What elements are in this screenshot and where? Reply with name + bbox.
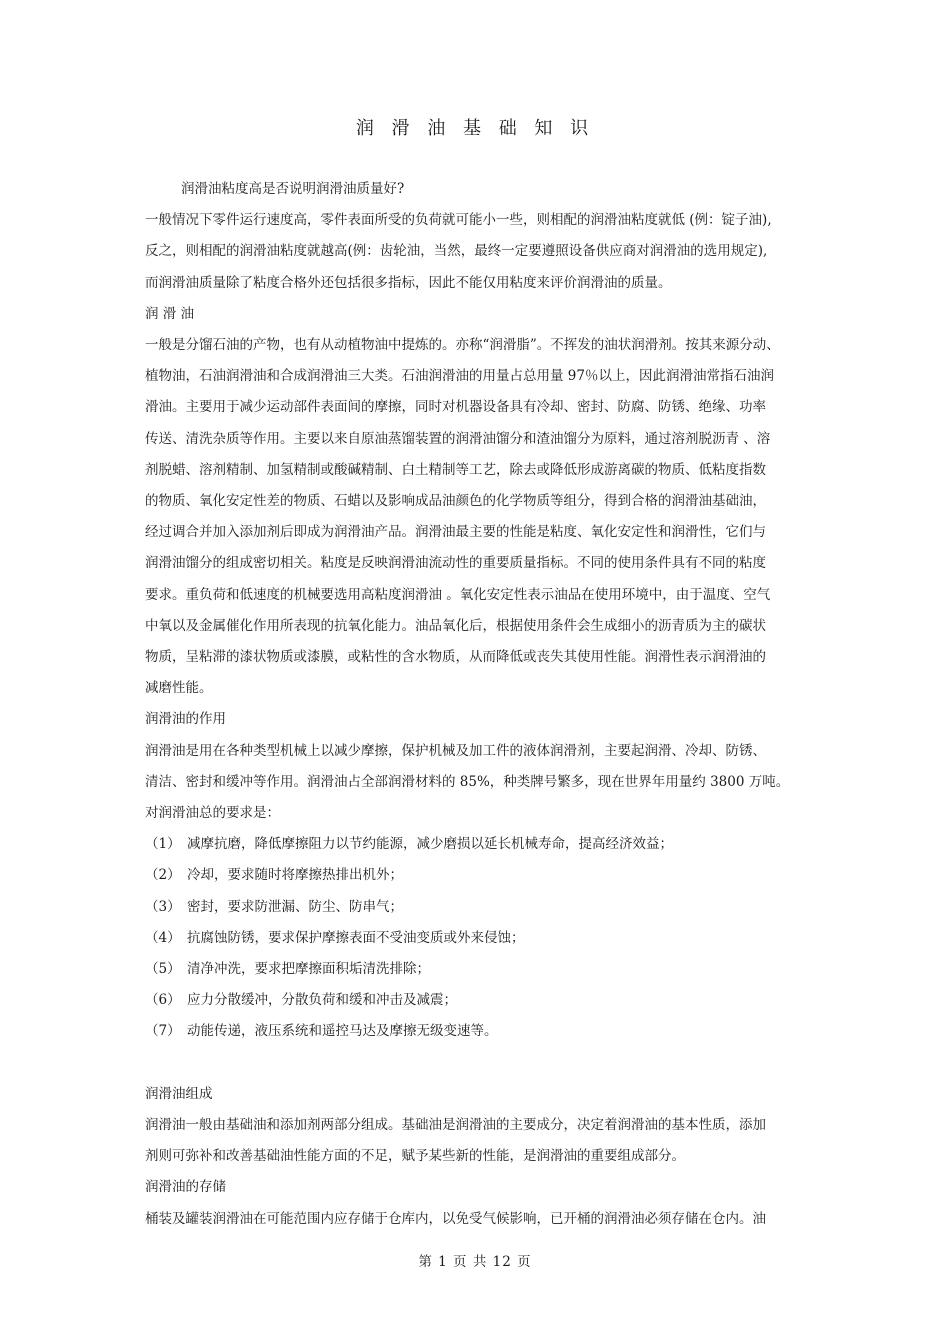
requirement-item [145,923,810,954]
requirement-item [145,985,810,1016]
requirement-number: （7） [145,1023,181,1040]
paragraph-line: 清洁、密封和缓冲等作用。润滑油占全部润滑材料的 85%，种类牌号繁多，现在世界年用量约 3800 万吨。 [145,773,790,790]
requirement-number: （6） [145,992,181,1009]
paragraph-line: 一般情况下零件运行速度高，零件表面所受的负荷就可能小一些，则相配的润滑油粘度就低 (例：锭子油), [145,212,772,229]
requirement-text: 清净冲洗，要求把摩擦面积垢清洗排除； [187,961,430,978]
paragraph-line: 物质，呈粘滞的漆状物质或漆膜，或粘性的含水物质，从而降低或丧失其使用性能。润滑性表示润滑油的 [145,649,766,666]
question-heading: 润滑油粘度高是否说明润滑油质量好? [181,181,405,197]
paragraph-line: 植物油，石油润滑油和合成润滑油三大类。石油润滑油的用量占总用量 97％以上，因此润滑油常指石油润 [145,368,774,385]
requirement-text: 动能传递，液压系统和遥控马达及摩擦无级变速等。 [187,1023,498,1040]
paragraph-line: 要求。重负荷和低速度的机械要选用高粘度润滑油 。氧化安定性表示油品在使用环境中，由于温度、空气 [145,586,771,603]
requirement-item [145,954,810,985]
section-heading-oil: 润 滑 油 [145,305,195,322]
requirement-text: 抗腐蚀防锈，要求保护摩擦表面不受油变质或外来侵蚀； [187,929,525,946]
paragraph-line: 传送、清洗杂质等作用。主要以来自原油蒸馏装置的润滑油馏分和渣油馏分为原料，通过溶剂脱沥青 、溶 [145,430,771,447]
paragraph-line: 中氧以及金属催化作用所表现的抗氧化能力。油品氧化后，根据使用条件会生成细小的沥青质为主的碳状 [145,617,766,634]
requirement-item [145,829,810,860]
paragraph-line: 剂脱蜡、溶剂精制、加氢精制或酸碱精制、白土精制等工艺，除去或降低形成游离碳的物质、低粘度指数 [145,461,766,478]
paragraph-line: 桶装及罐装润滑油在可能范围内应存储于仓库内，以免受气候影响，已开桶的润滑油必须存储在仓内。油 [145,1210,766,1227]
paragraph-line: 滑油。主要用于减少运动部件表面间的摩擦，同时对机器设备具有冷却、密封、防腐、防锈、绝缘、功率 [145,399,766,416]
paragraph-line: 减磨性能。 [145,680,213,697]
paragraph-line: 润滑油馏分的组成密切相关。粘度是反映润滑油流动性的重要质量指标。不同的使用条件具有不同的粘度 [145,555,766,572]
paragraph-line: 剂则可弥补和改善基础油性能方面的不足，赋予某些新的性能，是润滑油的重要组成部分。 [145,1148,685,1165]
requirement-item [145,1016,810,1047]
requirement-number: （4） [145,929,181,946]
paragraph-line: 而润滑油质量除了粘度合格外还包括很多指标，因此不能仅用粘度来评价润滑油的质量。 [145,274,672,291]
requirement-number: （1） [145,836,181,853]
document-body [145,174,810,1235]
requirement-text: 密封，要求防泄漏、防尘、防串气； [187,898,403,915]
requirement-text: 减摩抗磨，降低摩擦阻力以节约能源，减少磨损以延长机械寿命，提高经济效益； [187,836,673,853]
paragraph-line: 润滑油是用在各种类型机械上以减少摩擦，保护机械及加工件的液体润滑剂，主要起润滑、冷却、防锈、 [145,742,766,759]
requirement-text: 冷却，要求随时将摩擦热排出机外； [187,867,403,884]
requirement-number: （2） [145,867,181,884]
paragraph-line: 对润滑油总的要求是： [145,805,280,822]
document-title: 润 滑 油 基 础 知 识 [355,118,595,139]
spacer [145,1048,810,1079]
paragraph-line: 润滑油一般由基础油和添加剂两部分组成。基础油是润滑油的主要成分，决定着润滑油的基本性质，添加 [145,1117,766,1134]
requirement-text: 应力分散缓冲，分散负荷和缓和冲击及减震； [187,992,457,1009]
requirement-number: （5） [145,961,181,978]
page-footer: 第 1 页 共 12 页 [418,1254,532,1270]
paragraph-line: 反之，则相配的润滑油粘度就越高(例：齿轮油，当然，最终一定要遵照设备供应商对润滑油的选用规定), [145,243,768,260]
section-heading-storage: 润滑油的存储 [145,1179,226,1196]
section-heading-composition: 润滑油组成 [145,1085,213,1102]
paragraph-line: 一般是分馏石油的产物，也有从动植物油中提炼的。亦称“润滑脂”。不挥发的油状润滑剂。按其来源分动、 [145,337,780,354]
section-heading-role: 润滑油的作用 [145,711,226,728]
requirement-number: （3） [145,898,181,915]
paragraph-line: 的物质、氧化安定性差的物质、石蜡以及影响成品油颜色的化学物质等组分，得到合格的润滑油基础油， [145,493,766,510]
requirement-item [145,860,810,891]
paragraph-line: 经过调合并加入添加剂后即成为润滑油产品。润滑油最主要的性能是粘度、氧化安定性和润滑性，它们与 [145,524,766,541]
requirement-item [145,892,810,923]
